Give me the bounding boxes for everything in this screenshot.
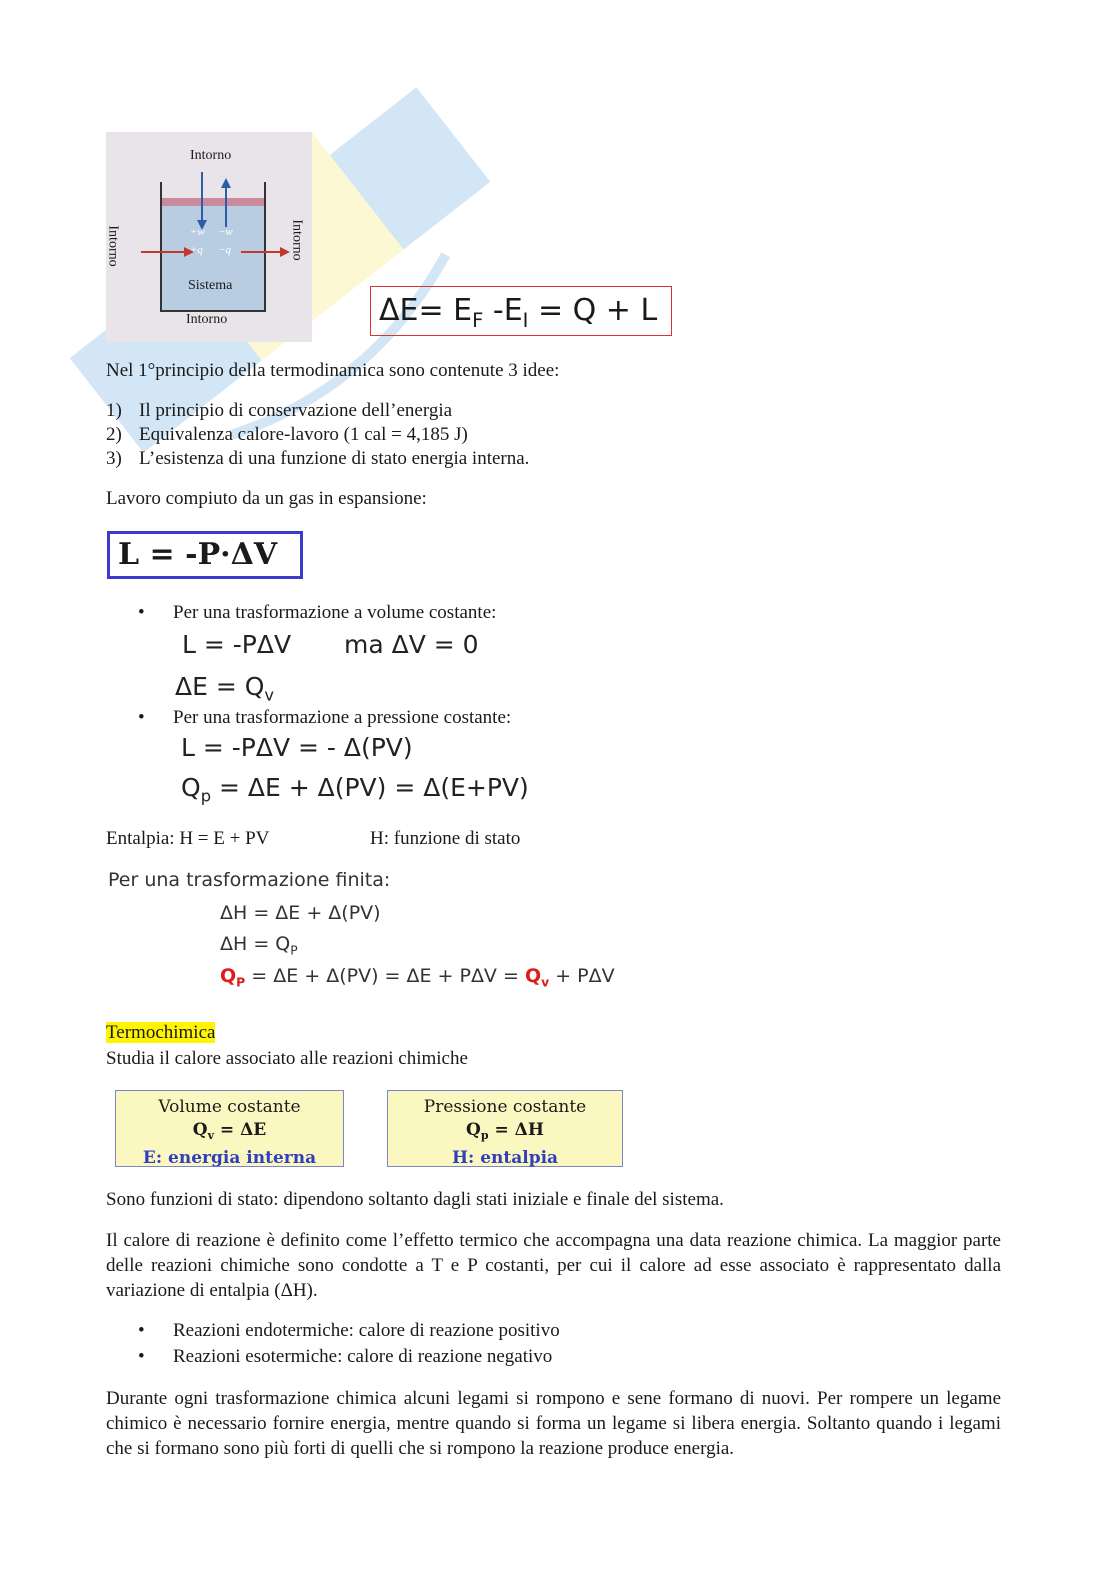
- section-title: Termochimica: [106, 1022, 216, 1043]
- box-pressure-desc: H: entalpia: [451, 1147, 559, 1168]
- box-volume-desc: E: energia interna: [142, 1147, 317, 1168]
- box-pressure-title: Pressione costante: [423, 1097, 587, 1117]
- finite-eq-2: $\Delta H = Q_P$: [220, 933, 298, 958]
- enthalpy-state-function: H: funzione di stato: [370, 828, 521, 849]
- formula-mid: -E: [483, 293, 523, 328]
- box-volume-title: Volume costante: [158, 1097, 301, 1117]
- label-surroundings-right: Intorno: [289, 219, 305, 261]
- bullet-pressure: • Per una trasformazione a pressione costante:: [173, 706, 511, 730]
- label-surroundings-left: Intorno: [105, 225, 121, 267]
- finite-eq-1: ΔH = ΔE + Δ(PV): [220, 902, 381, 924]
- state-functions-text: Sono funzioni di stato: dipendono soltanto dagli stati iniziale e finale del sistema.: [106, 1189, 724, 1210]
- formula-sub-f: F: [472, 308, 484, 332]
- intro-text: Nel 1°principio della termodinamica sono contenute 3 idee:: [106, 360, 560, 381]
- eq-volume-1a: L = -PΔV: [182, 630, 292, 659]
- work-title: Lavoro compiuto da un gas in espansione:: [106, 488, 427, 509]
- idea-1: 1) Il principio di conservazione dell’energia: [106, 400, 453, 421]
- label-system: Sistema: [188, 278, 233, 293]
- box-pressure-constant: [387, 1090, 623, 1167]
- label-surroundings-top: Intorno: [190, 148, 232, 163]
- eq-volume-2: $\Delta E = Q_v$: [175, 672, 275, 705]
- enthalpy-definition: Entalpia: H = E + PV: [106, 828, 270, 849]
- label-plus-q: +q: [190, 244, 203, 256]
- label-plus-w: +w: [190, 226, 205, 238]
- label-surroundings-bottom: Intorno: [186, 312, 228, 327]
- formula-rhs: = Q + L: [528, 293, 658, 328]
- first-law-formula: [370, 286, 672, 336]
- finite-eq-3: $Q_P = \Delta E + \Delta(PV) = \Delta E + P\Delta V = Q_v + P\Delta V$: [220, 965, 615, 990]
- bullet-exothermic: • Reazioni esotermiche: calore di reazione negativo: [173, 1345, 552, 1369]
- idea-2: 2) Equivalenza calore-lavoro (1 cal = 4,185 J): [106, 424, 468, 445]
- box-pressure-eq: $Q_p = \Delta H$: [466, 1120, 544, 1142]
- formula-sub-i: I: [522, 308, 529, 332]
- work-formula: L = -P·ΔV: [107, 531, 303, 579]
- finite-title: Per una trasformazione finita:: [108, 869, 391, 891]
- formula-lhs: ΔE= E: [379, 293, 473, 328]
- section-subtitle: Studia il calore associato alle reazioni chimiche: [106, 1048, 468, 1069]
- eq-pressure-1: L = -PΔV = - Δ(PV): [181, 733, 413, 762]
- paragraph-bonds: Durante ogni trasformazione chimica alcuni legami si rompono e sene formano di nuovi. Per rompere un legame chimico è necessario fornire energia, mentre quando si forma un legame si libera energia. Soltanto quando i legami che si formano sono più forti di quelli che si rompono la reazione produce energia.: [106, 1388, 1001, 1459]
- eq-volume-1b: ma ΔV = 0: [344, 630, 479, 659]
- bullet-endothermic: • Reazioni endotermiche: calore di reazione positivo: [173, 1319, 560, 1343]
- eq-pressure-2: $Q_p = \Delta E + \Delta(PV) = \Delta(E+PV)$: [181, 773, 529, 806]
- bullet-volume: • Per una trasformazione a volume costante:: [173, 601, 496, 625]
- idea-3: 3) L’esistenza di una funzione di stato energia interna.: [106, 448, 530, 469]
- system-environment-diagram: [106, 132, 312, 342]
- box-volume-eq: $Q_v = \Delta E$: [192, 1120, 267, 1142]
- label-minus-w: −w: [218, 226, 233, 238]
- box-volume-constant: [115, 1090, 344, 1167]
- label-minus-q: −q: [218, 244, 231, 256]
- paragraph-reaction-heat: Il calore di reazione è definito come l’effetto termico che accompagna una data reazione chimica. La maggior parte delle reazioni chimiche sono condotte a T e P costanti, per cui il calore ad esse associato è rappresentato dalla variazione di entalpia (ΔH).: [106, 1230, 1001, 1301]
